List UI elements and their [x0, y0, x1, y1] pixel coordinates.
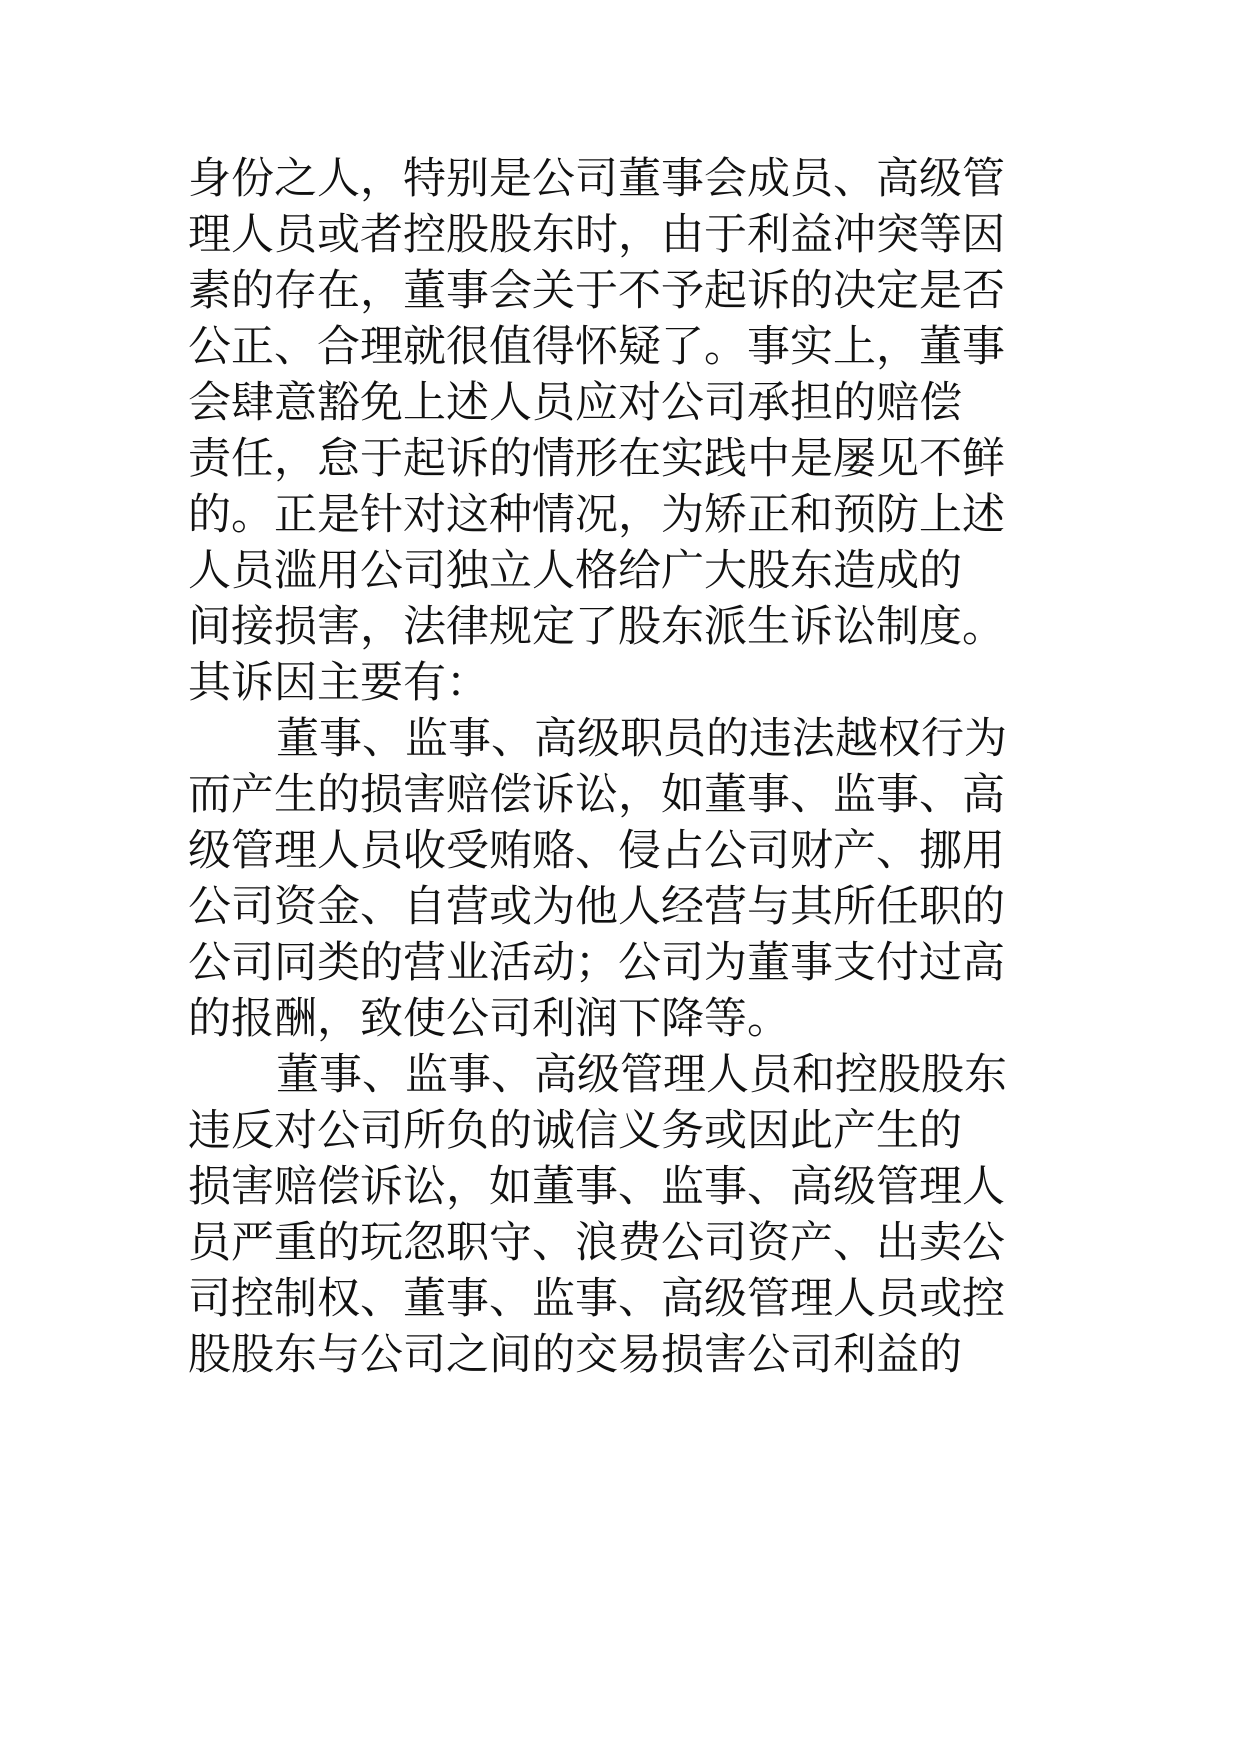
paragraph-first-line: 董事、监事、高级职员的违法越权行为 [276, 714, 1007, 764]
text-line: 损害赔偿诉讼，如董事、监事、高级管理人 [188, 1162, 1005, 1212]
text-line: 人员滥用公司独立人格给广大股东造成的 [188, 546, 962, 596]
text-line: 间接损害，法律规定了股东派生诉讼制度。 [188, 602, 1005, 652]
text-line: 公司资金、自营或为他人经营与其所任职的 [188, 882, 1005, 932]
paragraph-first-line: 董事、监事、高级管理人员和控股股东 [276, 1050, 1007, 1100]
text-line: 责任，怠于起诉的情形在实践中是屡见不鲜 [188, 434, 1005, 484]
text-line: 身份之人，特别是公司董事会成员、高级管 [188, 154, 1005, 204]
text-line: 的。正是针对这种情况，为矫正和预防上述 [188, 490, 1005, 540]
text-line: 司控制权、董事、监事、高级管理人员或控 [188, 1274, 1005, 1324]
text-line: 其诉因主要有： [188, 658, 489, 708]
text-line: 员严重的玩忽职守、浪费公司资产、出卖公 [188, 1218, 1005, 1268]
text-line: 级管理人员收受贿赂、侵占公司财产、挪用 [188, 826, 1005, 876]
text-line: 素的存在，董事会关于不予起诉的决定是否 [188, 266, 1005, 316]
text-line: 的报酬，致使公司利润下降等。 [188, 994, 790, 1044]
text-line: 理人员或者控股股东时，由于利益冲突等因 [188, 210, 1005, 260]
text-line: 会肆意豁免上述人员应对公司承担的赔偿 [188, 378, 962, 428]
text-line: 公正、合理就很值得怀疑了。事实上，董事 [188, 322, 1005, 372]
text-line: 而产生的损害赔偿诉讼，如董事、监事、高 [188, 770, 1005, 820]
text-line: 股股东与公司之间的交易损害公司利益的 [188, 1330, 962, 1380]
text-line: 违反对公司所负的诚信义务或因此产生的 [188, 1106, 962, 1156]
text-line: 公司同类的营业活动；公司为董事支付过高 [188, 938, 1005, 988]
body-text [188, 151, 1068, 1383]
